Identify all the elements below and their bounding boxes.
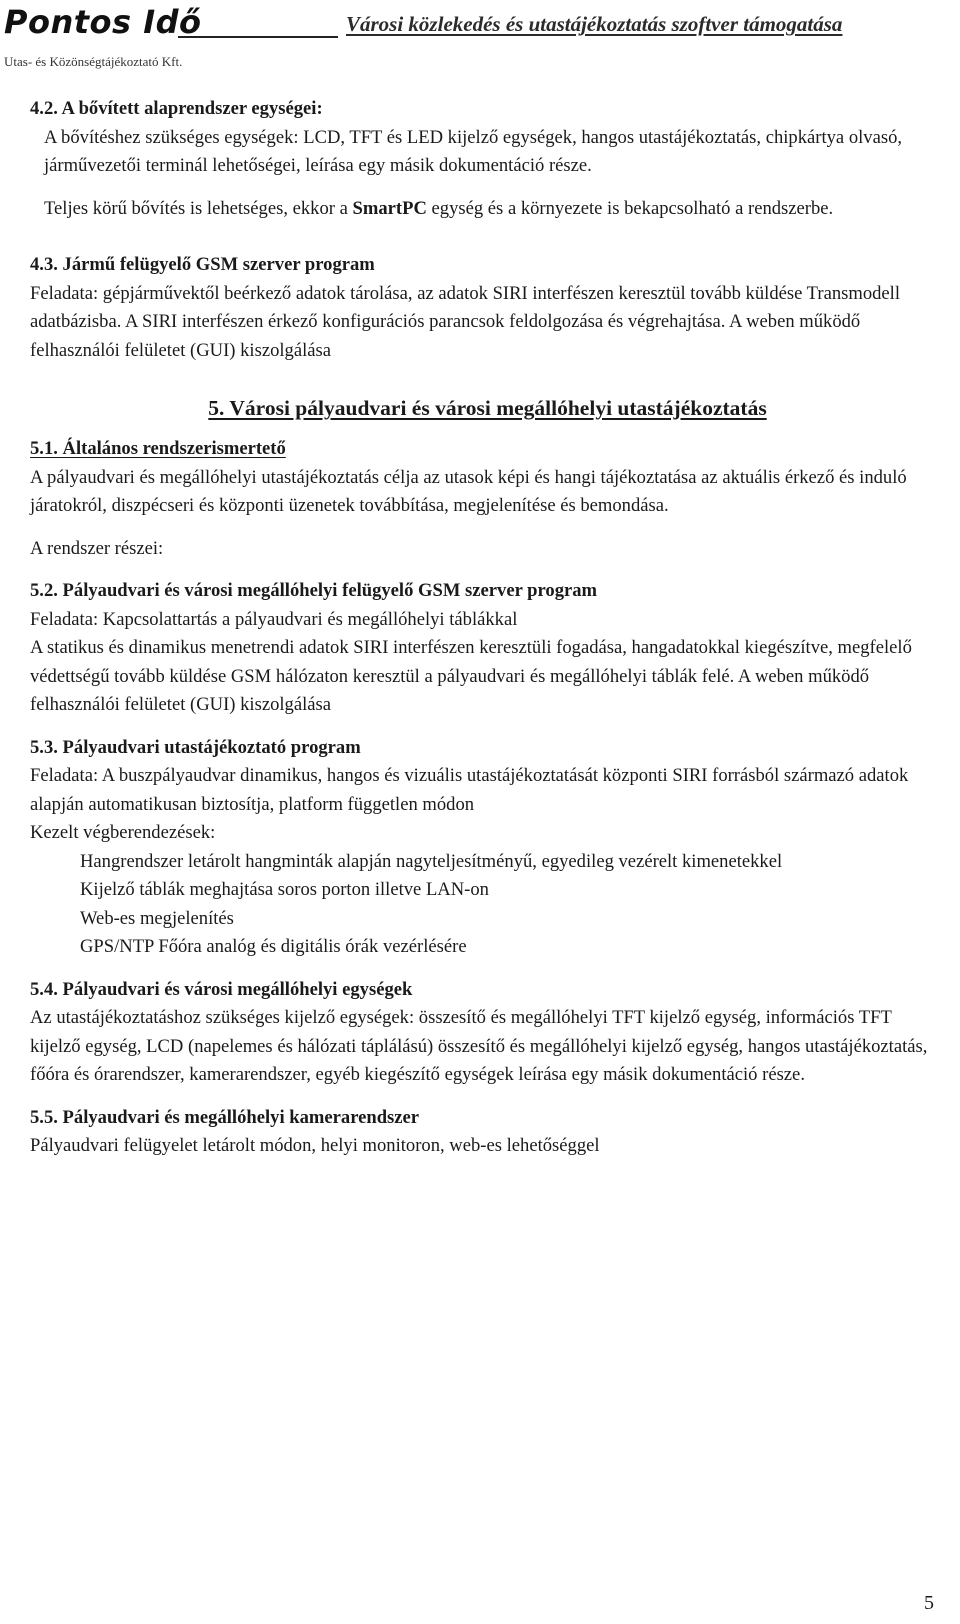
section-4-2-smartpc-text	[30, 195, 945, 224]
devices-label: Kezelt végberendezések:	[30, 822, 216, 843]
page-number: 5	[924, 1592, 934, 1614]
text-fragment: Teljes körű bővítés is lehetséges, ekkor a	[44, 197, 353, 219]
section-4-3-text: Feladata: gépjárművektől beérkező adatok tárolása, az adatok SIRI interfészen keresztül tovább küldése Transmodell adatbázisba. A SIRI interfészen érkező konfigurációs parancsok feldolgozása és végrehajtása. A weben működő felhasználói felületet (GUI) kiszolgálása	[30, 282, 900, 361]
section-5-2-heading: 5.2. Pályaudvari és városi megállóhelyi felügyelő GSM szerver program	[30, 580, 598, 601]
section-5-4-text: Az utastájékoztatáshoz szükséges kijelző egységek: összesítő és megállóhelyi TFT kijelző egység, információs TFT kijelző egység, LCD (napelemes és hálózati táplálású) összesítő és megállóhelyi kijelző egység, hangos utastájékoztatás, főóra és órarendszer, kamerarendszer, egyéb kiegészítő egységek leírása egy másik dokumentáció része.	[30, 1007, 928, 1085]
header-rule	[178, 36, 338, 38]
list-item: Web-es megjelenítés	[80, 907, 234, 929]
company-name: Utas- és Közönségtájékoztató Kft.	[4, 54, 183, 69]
smartpc-term: SmartPC	[352, 197, 427, 219]
system-parts-label: A rendszer részei:	[30, 537, 164, 559]
text-fragment: egység és a környezete is bekapcsolható a rendszerbe.	[426, 197, 834, 219]
section-5-2-text: A statikus és dinamikus menetrendi adatok SIRI interfészen keresztüli fogadása, hangadatokkal kiegészítve, megfelelő védettségű tovább küldése GSM hálózaton keresztül a pályaudvari és megállóhelyi táblák felé. A weben működő felhasználói felületet (GUI) kiszolgálása	[30, 637, 912, 715]
section-5-5-text: Pályaudvari felügyelet letárolt módon, helyi monitoron, web-es lehetőséggel	[30, 1135, 600, 1156]
section-4-2-text: A bővítéshez szükséges egységek: LCD, TFT és LED kijelző egységek, hangos utastájékoztatás, chipkártya olvasó, járművezetői terminál lehetőségei, leírása egy másik dokumentáció része.	[44, 126, 903, 176]
header-title: Városi közlekedés és utastájékoztatás szoftver támogatása	[346, 12, 843, 36]
document-body	[30, 95, 945, 1161]
company-logo: Pontos Idő	[4, 3, 202, 41]
section-5-1-heading	[30, 435, 945, 464]
chapter-5-title: 5. Városi pályaudvari és városi megállóhelyi utastájékoztatás	[208, 396, 767, 420]
section-5-4-heading: 5.4. Pályaudvari és városi megállóhelyi egységek	[30, 978, 413, 1000]
section-5-1-text: A pályaudvari és megállóhelyi utastájékoztatás célja az utasok képi és hangi tájékoztatása az aktuális érkező és induló járatokról, diszpécseri és központi üzenetek továbbítása, megjelenítése és bemondása.	[30, 466, 907, 516]
heading-text: 5.1. Általános rendszerismertető	[30, 438, 286, 459]
section-5-2-task: Feladata: Kapcsolattartás a pályaudvari és megállóhelyi táblákkal	[30, 608, 518, 630]
list-item: Kijelző táblák meghajtása soros porton illetve LAN-on	[80, 879, 489, 900]
section-5-3-heading: 5.3. Pályaudvari utastájékoztató program	[30, 736, 361, 758]
devices-list	[30, 848, 945, 962]
section-5-5-heading: 5.5. Pályaudvari és megállóhelyi kamerarendszer	[30, 1106, 420, 1128]
section-4-3-heading: 4.3. Jármű felügyelő GSM szerver program	[30, 254, 375, 275]
section-5-3-text: Feladata: A buszpályaudvar dinamikus, hangos és vizuális utastájékoztatását központi SIRI forrásból származó adatok alapján automatikusan biztosítja, platform független módon	[30, 765, 909, 815]
list-item: GPS/NTP Főóra analóg és digitális órák vezérlésére	[80, 936, 467, 957]
list-item: Hangrendszer letárolt hangminták alapján nagyteljesítményű, egyedileg vezérelt kimenetekkel	[80, 850, 783, 872]
section-4-2-heading: 4.2. A bővített alaprendszer egységei:	[30, 98, 323, 119]
